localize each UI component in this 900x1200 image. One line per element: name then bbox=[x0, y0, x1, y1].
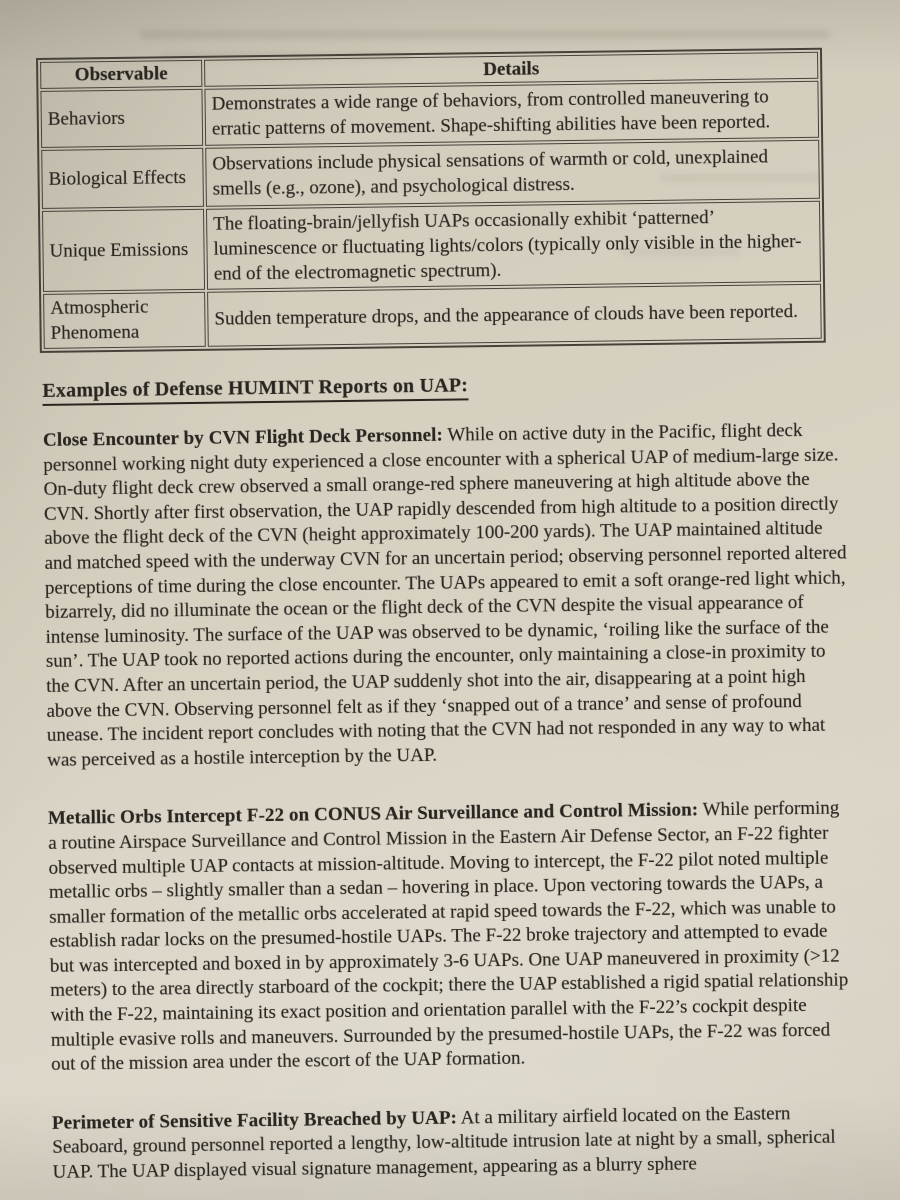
details-cell: Sudden temperature drops, and the appearance of clouds have been reported. bbox=[207, 284, 822, 347]
table-row bbox=[43, 284, 822, 349]
observable-cell: Atmospheric Phenomena bbox=[43, 292, 206, 349]
table-row bbox=[41, 140, 820, 209]
table-row bbox=[40, 81, 819, 148]
observable-cell: Behaviors bbox=[40, 89, 203, 148]
observable-cell: Biological Effects bbox=[41, 148, 204, 209]
report-title: Close Encounter by CVN Flight Deck Personnel: bbox=[42, 424, 444, 451]
document-page bbox=[36, 47, 857, 1200]
details-cell: The floating-brain/jellyfish UAPs occasionally exhibit ‘patterned’ luminescence or fluctuating lights/colors (typically only visible in the higher-end of the electromagnetic spectrum). bbox=[206, 201, 821, 290]
report-paragraph-perimeter bbox=[52, 1101, 857, 1185]
report-title: Perimeter of Sensitive Facility Breached by UAP: bbox=[51, 1107, 458, 1134]
observable-header-cell: Observable bbox=[40, 60, 202, 89]
report-title: Metallic Orbs Intercept F-22 on CONUS Air Surveillance and Control Mission: bbox=[47, 799, 699, 830]
observable-cell: Unique Emissions bbox=[42, 209, 205, 292]
bleed-through-artifact bbox=[140, 30, 830, 39]
section-heading: Examples of Defense HUMINT Reports on UAP: bbox=[42, 374, 468, 406]
report-paragraph-f22 bbox=[48, 797, 855, 1078]
details-header-cell: Details bbox=[204, 52, 818, 87]
details-cell: Observations include physical sensations of warmth or cold, unexplained smells (e.g., ozone), and psychological distress. bbox=[205, 140, 820, 207]
table-row bbox=[42, 201, 821, 292]
report-body: While performing a routine Airspace Surveillance and Control Mission in the Eastern Air Defense Sector, an F-22 fighter observed multiple UAP contacts at mission-altitude. Moving to intercept, the F-22 pilot noted multiple metallic orbs – slightly smaller than a sedan – hovering in place. Upon vectoring towards the UAPs, a smaller formation of the metallic orbs accelerated at rapid speed towards the F-22, which was unable to establish radar locks on the presumed-hostile UAPs. The F-22 broke trajectory and attempted to evade but was intercepted and boxed in by approximately 3-6 UAPs. One UAP maneuvered in proximity (>12 meters) to the area directly starboard of the cockpit; there the UAP established a rigid spatial relationship with the F-22, maintaining its exact position and orientation parallel with the F-22’s cockpit despite multiple evasive rolls and maneuvers. Surrounded by the presumed-hostile UAPs, the F-22 was forced out of the mission area under the escort of the UAP formation. bbox=[48, 797, 849, 1076]
observables-table bbox=[36, 48, 826, 353]
report-body: While on active duty in the Pacific, flight deck personnel working night duty experienced a close encounter with a spherical UAP of medium-large size. On-duty flight deck crew observed a small orange-red sphere maneuvering at high altitude above the CVN. Shortly after first observation, the UAP rapidly descended from high altitude to a position directly above the flight deck of the CVN (height approximately 100-200 yards). The UAP maintained altitude and matched speed with the underway CVN for an uncertain period; observing personnel reported altered perceptions of time during the close encounter. The UAPs appeared to emit a soft orange-red light which, bizarrely, did no illuminate the ocean or the flight deck of the CVN despite the visual appearance of intense luminosity. The surface of the UAP was observed to be dynamic, ‘roiling like the surface of the sun’. The UAP took no reported actions during the encounter, only maintaining a close-in proximity to the CVN. After an uncertain period, the UAP suddenly shot into the air, disappearing at a point high above the CVN. Observing personnel felt as if they ‘snapped out of a trance’ and sense of profound unease. The incident report concludes with noting that the CVN had not responded in any way to what was perceived as a hostile interception by the UAP. bbox=[43, 420, 847, 771]
report-body: At a military airfield located on the Eastern Seaboard, ground personnel reported a lengthy, low-altitude intrusion late at night by a small, spherical UAP. The UAP displayed visual signature management, appearing as a blurry sphere bbox=[52, 1103, 836, 1183]
report-paragraph-cvn bbox=[43, 418, 851, 773]
details-cell: Demonstrates a wide range of behaviors, from controlled maneuvering to erratic patterns of movement. Shape-shifting abilities have been reported. bbox=[204, 81, 819, 146]
